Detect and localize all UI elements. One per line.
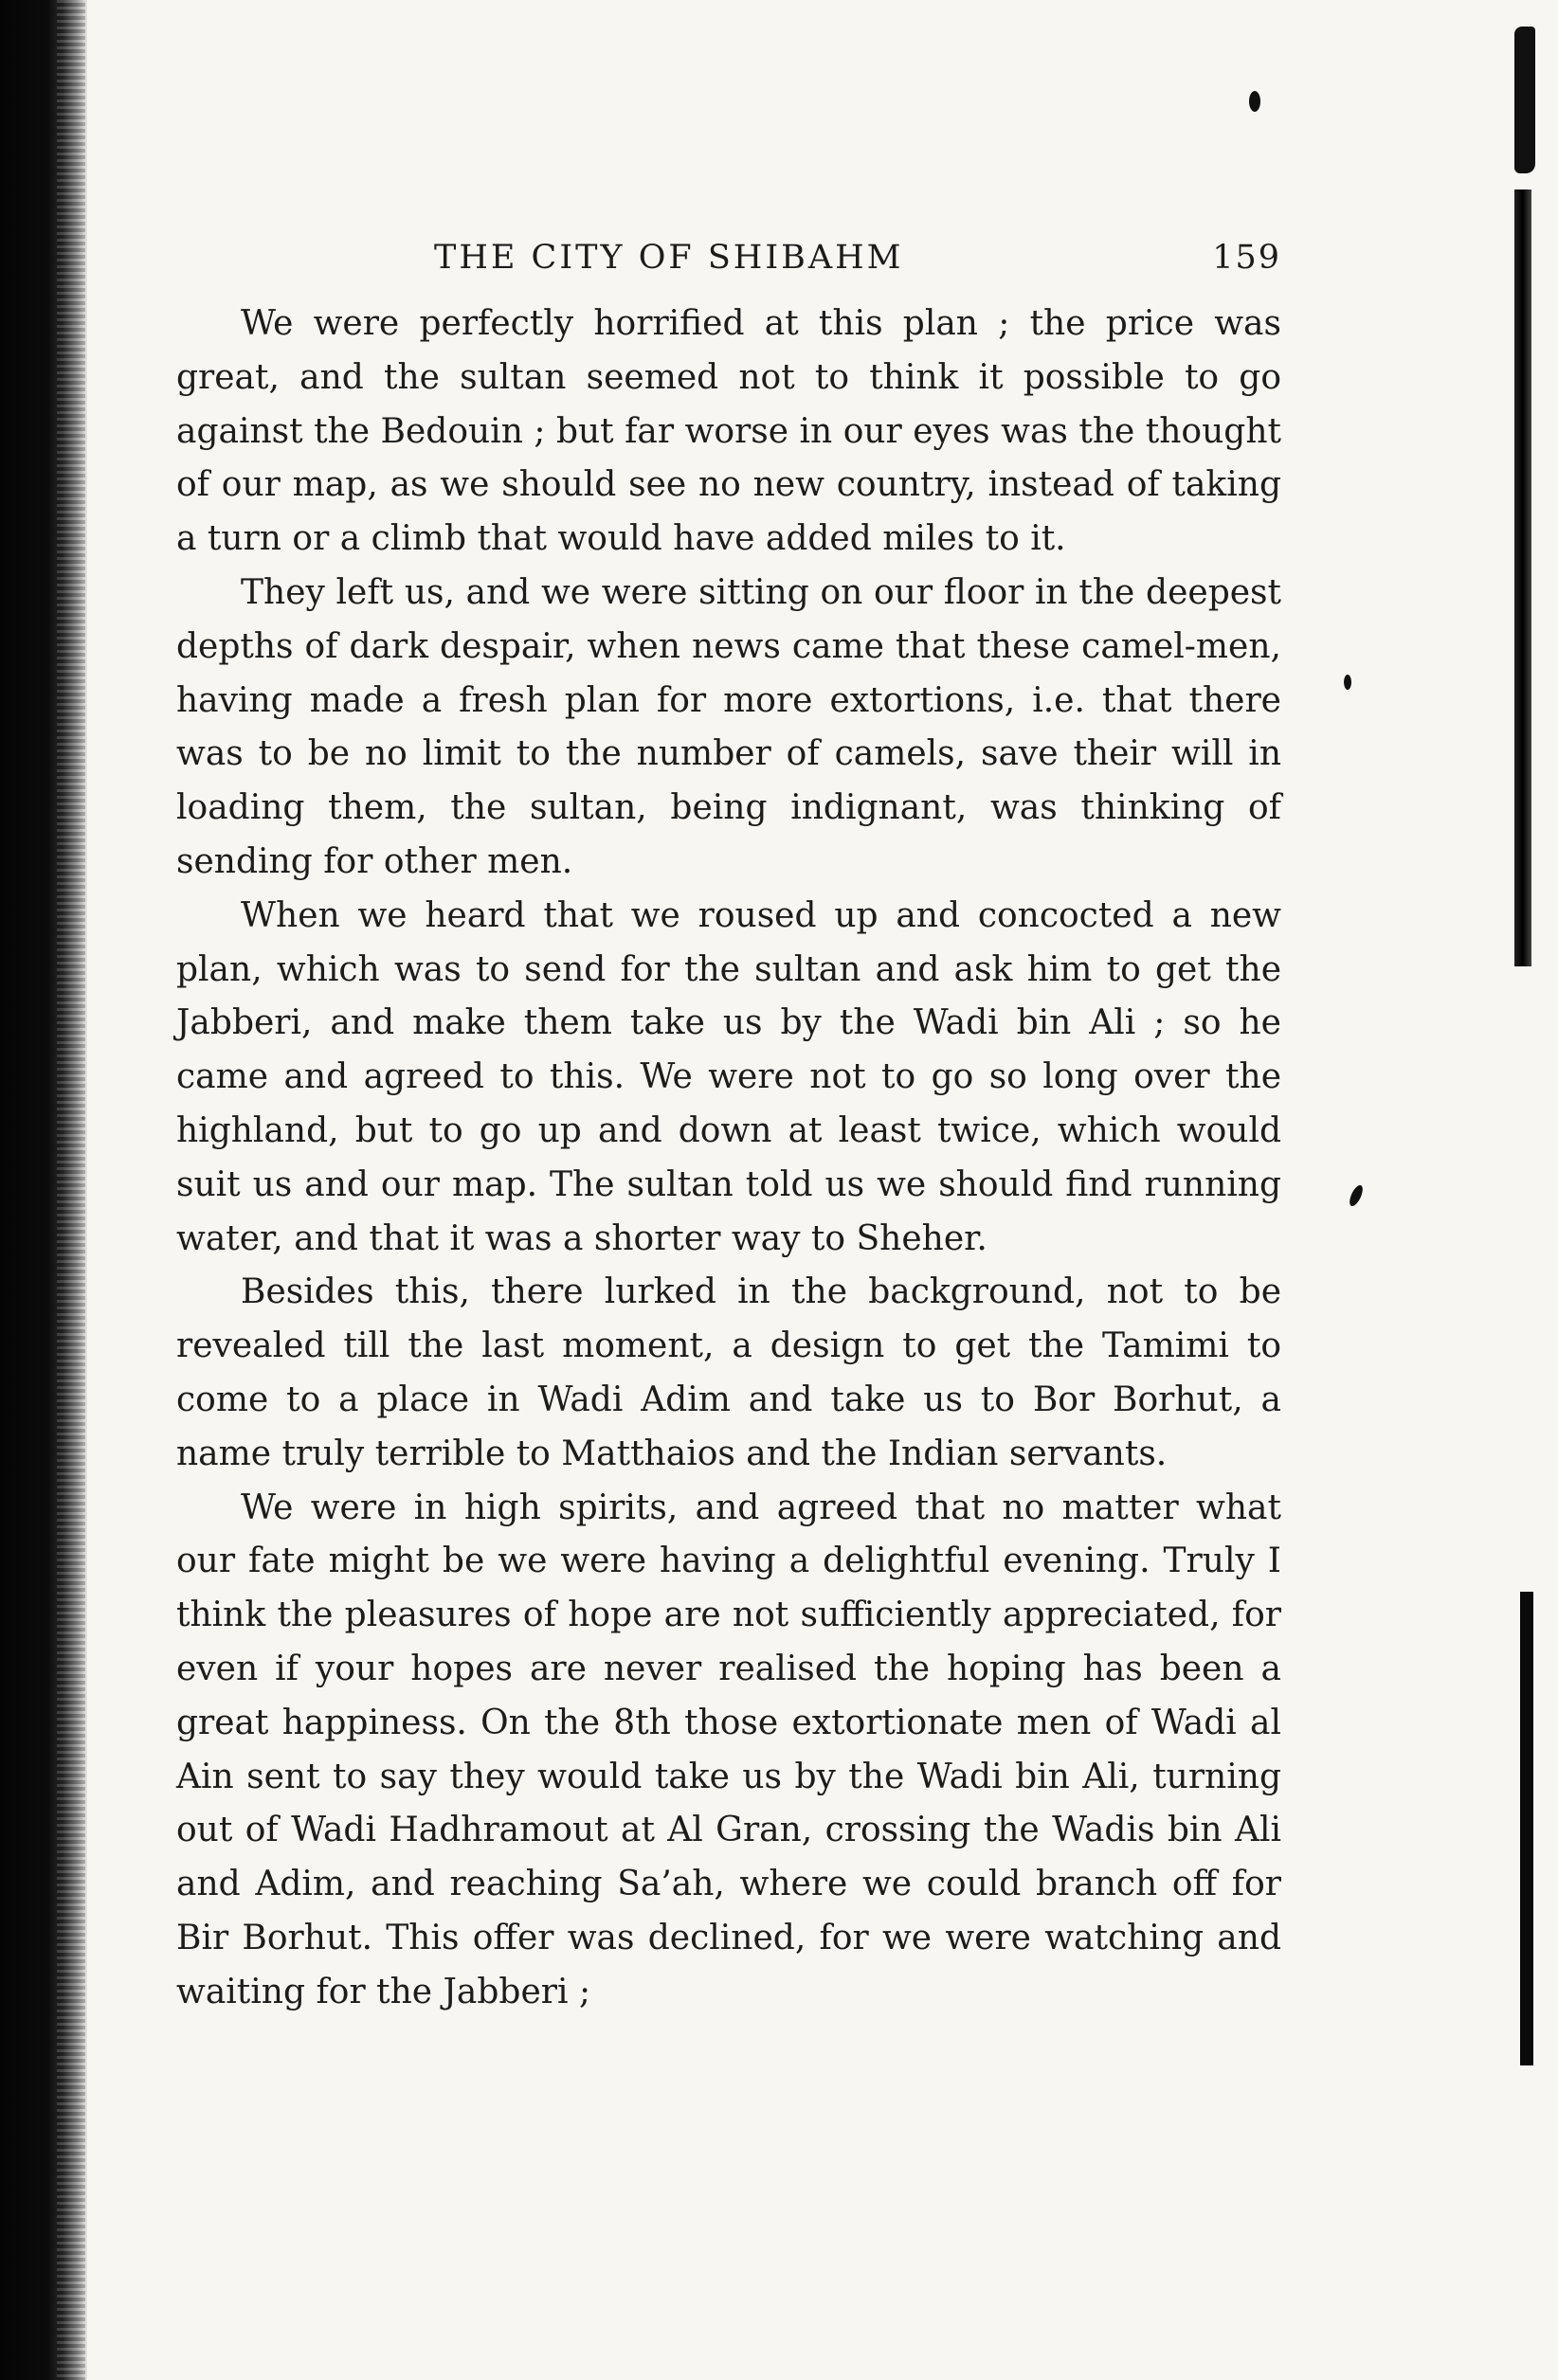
scan-edge-mark-middle: [1514, 189, 1531, 966]
paragraph-1: We were perfectly horrified at this plan ; the price was great, and the sultan seemed not to think it possible to go against the Bedouin ; but far worse in our eyes was the thought of our map, as we should see no new country, instead of taking a turn or a climb that would have added miles to it.: [176, 304, 1281, 559]
paragraph-3: When we heard that we roused up and concocted a new plan, which was to send for the sultan and ask him to get the Jabberi, and make them take us by the Wadi bin Ali ; so he came and agreed to this. We were not to go so long over the highland, but to go up and down at least twice, which would suit us and our map. The sultan told us we should find running water, and that it was a shorter way to Sheher.: [176, 895, 1281, 1258]
paragraph-4: Besides this, there lurked in the background, not to be revealed till the last moment, a design to get the Tamimi to come to a place in Wadi Adim and take us to Bor Borhut, a name truly terrible to Matthaios and the Indian servants.: [176, 1272, 1281, 1473]
running-head: [176, 227, 1281, 294]
paragraph-5: We were in high spirits, and agreed that no matter what our fate might be we were having a delightful evening. Truly I think the pleasures of hope are not sufficiently appreciated, for even if your hopes are never realised the hoping has been a great happiness. On the 8th those extortionate men of Wadi al Ain sent to say they would take us by the Wadi bin Ali, turning out of Wadi Hadhramout at Al Gran, crossing the Wadis bin Ali and Adim, and reaching Sa’ah, where we could branch off for Bir Borhut. This offer was declined, for we were watching and waiting for the Jabberi ;: [176, 1488, 1281, 2011]
book-page: [176, 227, 1281, 2020]
ink-speck: [1344, 675, 1351, 690]
chapter-title: THE CITY OF SHIBAHM: [434, 239, 904, 277]
binding-edge-shadow: [0, 0, 87, 2380]
ink-speck: [1249, 91, 1260, 112]
scan-edge-mark-top: [1514, 27, 1535, 173]
body-text: [176, 298, 1281, 2020]
ink-speck: [1347, 1183, 1365, 1208]
paragraph-2: They left us, and we were sitting on our floor in the deepest depths of dark despair, when news came that these camel-men, having made a fresh plan for more extortions, i.e. that there was to be no limit to the number of camels, save their will in loading them, the sultan, being indignant, was thinking of sending for other men.: [176, 572, 1281, 881]
scan-edge-mark-bottom: [1520, 1592, 1533, 2065]
page-number: 159: [1212, 239, 1281, 277]
